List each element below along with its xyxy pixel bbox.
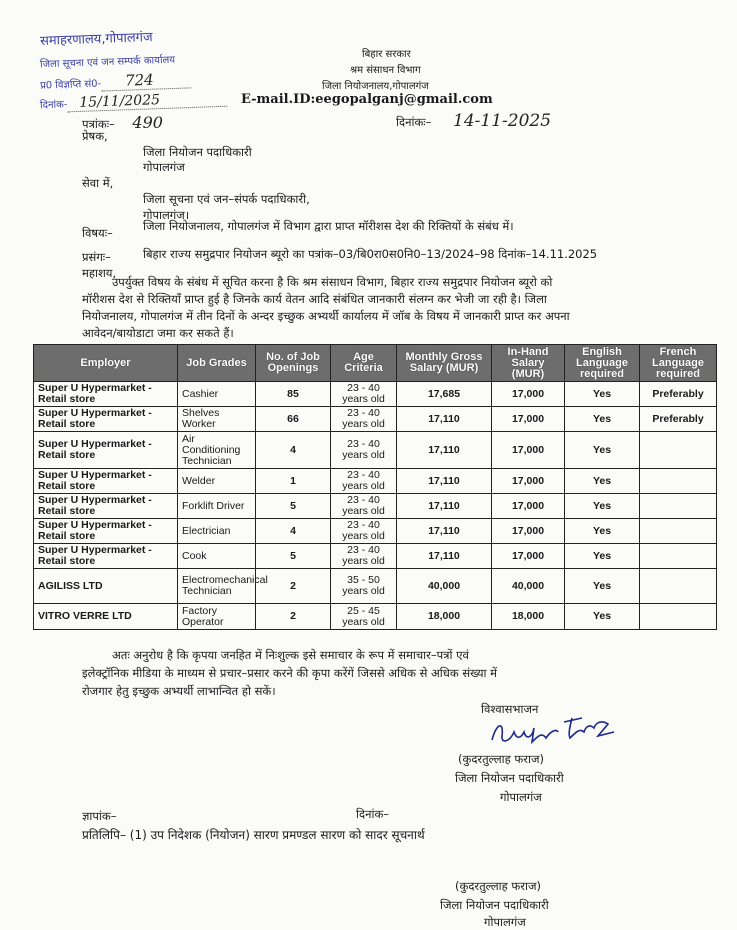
cell-age: 25 - 45 years old: [331, 604, 397, 630]
table-header-row: [34, 345, 717, 382]
cell-openings: 85: [256, 382, 331, 407]
header-office: जिला नियोजनालय,गोपालगंज: [322, 81, 429, 92]
closing-line-1: अतः अनुरोध है कि कृपया जनहित में निःशुल्क इसे समाचार के रूप में समाचार–पत्रों एवं: [112, 648, 469, 662]
header-email: E-mail.ID:eegopalganj@gmail.com: [241, 92, 493, 107]
cell-gross-salary: 17,110: [397, 494, 492, 519]
stamp-line-office: समाहरणालय,गोपालगंज: [39, 30, 153, 49]
handwritten-signature: [486, 702, 626, 752]
copy-to-line: प्रतिलिपि– (1) उप निदेशक (नियोजन) सारण प्रमण्डल सारण को सादर सूचनार्थ: [82, 828, 425, 842]
cell-english: Yes: [565, 382, 640, 407]
stamp-date-value: 15/11/2025: [79, 92, 161, 111]
signatory2-name: (कुदरतुल्लाह फराज): [455, 879, 541, 893]
cell-gross-salary: 17,685: [397, 382, 492, 407]
cell-gross-salary: 17,110: [397, 432, 492, 469]
memo-number-label: ज्ञापांक–: [82, 809, 117, 823]
cell-age: 23 - 40 years old: [331, 544, 397, 569]
table-row: [34, 469, 717, 494]
sender-label: प्रेषक,: [82, 129, 108, 143]
cell-age: 23 - 40 years old: [331, 407, 397, 432]
table-row: [34, 382, 717, 407]
body-line-2: मॉरीशस देश से रिक्तियाँ प्राप्त हुई है जिनके कार्य वेतन आदि संबंधित जानकारी संलग्न कर भेजी जा रही है। जिला: [82, 292, 547, 306]
signatory-title: जिला नियोजन पदाधिकारी: [455, 771, 564, 785]
cell-age: 23 - 40 years old: [331, 519, 397, 544]
table-row: [34, 407, 717, 432]
col-header-french: French Language required: [640, 345, 717, 382]
cell-age: 23 - 40 years old: [331, 494, 397, 519]
signatory-name: (कुदरतुल्लाह फराज): [458, 752, 544, 766]
cell-inhand-salary: 17,000: [492, 382, 565, 407]
cell-gross-salary: 17,110: [397, 544, 492, 569]
cell-french: [640, 432, 717, 469]
col-header-openings: No. of Job Openings: [256, 345, 331, 382]
cell-employer: VITRO VERRE LTD: [34, 604, 178, 630]
cell-openings: 5: [256, 544, 331, 569]
col-header-job-grades: Job Grades: [178, 345, 256, 382]
recipient-label: सेवा में,: [82, 176, 114, 190]
cell-gross-salary: 17,110: [397, 469, 492, 494]
stamp-line-date: [40, 90, 228, 114]
cell-inhand-salary: 17,000: [492, 544, 565, 569]
cell-job-grade: Cook: [178, 544, 256, 569]
table-row: [34, 519, 717, 544]
cell-french: [640, 604, 717, 630]
cell-french: [640, 519, 717, 544]
cell-english: Yes: [565, 469, 640, 494]
letter-date-value: 14-11-2025: [453, 111, 552, 131]
stamp-line-dept: जिला सूचना एवं जन सम्पर्क कार्यालय: [39, 54, 176, 71]
table-row: [34, 569, 717, 604]
salutation: महाशय,: [82, 266, 117, 280]
table-row: [34, 544, 717, 569]
header-govt: बिहार सरकार: [362, 49, 411, 60]
cell-gross-salary: 40,000: [397, 569, 492, 604]
cell-english: Yes: [565, 604, 640, 630]
cell-employer: Super U Hypermarket - Retail store: [34, 469, 178, 494]
cell-french: Preferably: [640, 407, 717, 432]
header-department: श्रम संसाधन विभाग: [350, 65, 421, 76]
table-row: [34, 604, 717, 630]
cell-inhand-salary: 40,000: [492, 569, 565, 604]
signature-label: विश्वासभाजन: [481, 702, 539, 716]
cell-job-grade: Shelves Worker: [178, 407, 256, 432]
signatory-place: गोपालगंज: [500, 790, 542, 804]
cell-french: [640, 544, 717, 569]
cell-employer: Super U Hypermarket - Retail store: [34, 519, 178, 544]
cell-french: [640, 569, 717, 604]
cell-employer: Super U Hypermarket - Retail store: [34, 407, 178, 432]
cell-inhand-salary: 18,000: [492, 604, 565, 630]
letter-date-label: दिनांकः–: [396, 115, 432, 129]
vacancy-table: [33, 344, 717, 630]
cell-inhand-salary: 17,000: [492, 494, 565, 519]
cell-english: Yes: [565, 432, 640, 469]
cell-age: 35 - 50 years old: [331, 569, 397, 604]
cell-employer: AGILISS LTD: [34, 569, 178, 604]
stamp-date-label: दिनांक-: [39, 99, 68, 112]
memo-date-label: दिनांक–: [356, 807, 390, 821]
col-header-age: Age Criteria: [331, 345, 397, 382]
cell-english: Yes: [565, 407, 640, 432]
cell-gross-salary: 18,000: [397, 604, 492, 630]
cell-inhand-salary: 17,000: [492, 432, 565, 469]
col-header-employer: Employer: [34, 345, 178, 382]
cell-english: Yes: [565, 544, 640, 569]
cell-job-grade: Electrician: [178, 519, 256, 544]
cell-employer: Super U Hypermarket - Retail store: [34, 544, 178, 569]
cell-age: 23 - 40 years old: [331, 432, 397, 469]
cell-gross-salary: 17,110: [397, 519, 492, 544]
cell-french: Preferably: [640, 382, 717, 407]
cell-job-grade: Factory Operator: [178, 604, 256, 630]
cell-inhand-salary: 17,000: [492, 407, 565, 432]
body-line-4: आवेदन/बायोडाटा जमा कर सकते हैं।: [82, 326, 234, 340]
reference-label: प्रसंगः–: [82, 250, 111, 264]
closing-line-2: इलेक्ट्रॉनिक मीडिया के माध्यम से प्रचार–प्रसार करने की कृपा करेंगें जिससे अधिक से अधिक संख्या में: [82, 666, 498, 680]
cell-employer: Super U Hypermarket - Retail store: [34, 432, 178, 469]
sender-place: गोपालगंज: [143, 160, 185, 174]
cell-job-grade: Forklift Driver: [178, 494, 256, 519]
letter-date: [396, 111, 551, 131]
recipient-place: गोपालगंज।: [143, 208, 190, 222]
col-header-inhand-salary: In-Hand Salary (MUR): [492, 345, 565, 382]
cell-job-grade: Cashier: [178, 382, 256, 407]
cell-openings: 1: [256, 469, 331, 494]
cell-job-grade: Welder: [178, 469, 256, 494]
letter-number-value: 490: [132, 113, 163, 132]
table-body: [34, 382, 717, 630]
closing-line-3: रोजगार हेतु इच्छुक अभ्यर्थी लाभान्वित हो सकें।: [82, 684, 276, 698]
cell-inhand-salary: 17,000: [492, 519, 565, 544]
stamp-number-value: 724: [124, 70, 154, 90]
cell-openings: 5: [256, 494, 331, 519]
subject-text: जिला नियोजनालय, गोपालगंज में विभाग द्वारा प्राप्त मॉरीशस देश की रिक्तियों के संबंध में।: [143, 219, 514, 233]
subject-label: विषयः–: [82, 226, 113, 240]
stamp-line-number: [40, 69, 192, 93]
table-row: [34, 494, 717, 519]
cell-openings: 4: [256, 519, 331, 544]
sender-designation: जिला नियोजन पदाधिकारी: [143, 145, 252, 159]
cell-english: Yes: [565, 569, 640, 604]
table-row: [34, 432, 717, 469]
cell-english: Yes: [565, 494, 640, 519]
cell-age: 23 - 40 years old: [331, 469, 397, 494]
signatory2-title: जिला नियोजन पदाधिकारी: [440, 898, 549, 912]
reference-text: बिहार राज्य समुद्रपार नियोजन ब्यूरो का पत्रांक–03/बि0रा0स0नि0–13/2024–98 दिनांक–14.11.2025: [143, 247, 598, 261]
recipient-designation: जिला सूचना एवं जन–संपर्क पदाधिकारी,: [143, 192, 310, 206]
cell-french: [640, 494, 717, 519]
body-line-3: नियोजनालय, गोपालगंज में तीन दिनों के अन्दर इच्छुक अभ्यर्थी कार्यालय में जॉब के विषय में जानकारी प्राप्त कर अपना: [82, 309, 570, 323]
cell-english: Yes: [565, 519, 640, 544]
signatory2-place: गोपालगंज: [484, 915, 526, 929]
cell-french: [640, 469, 717, 494]
cell-employer: Super U Hypermarket - Retail store: [34, 494, 178, 519]
stamp-number-label: प्र0 विज्ञप्ति सं0-: [39, 78, 102, 92]
col-header-english: English Language required: [565, 345, 640, 382]
cell-gross-salary: 17,110: [397, 407, 492, 432]
cell-openings: 66: [256, 407, 331, 432]
cell-inhand-salary: 17,000: [492, 469, 565, 494]
cell-openings: 2: [256, 604, 331, 630]
col-header-gross-salary: Monthly Gross Salary (MUR): [397, 345, 492, 382]
body-line-1: उपर्युक्त विषय के संबंध में सूचित करना है कि श्रम संसाधन विभाग, बिहार राज्य समुद्रपार नियोजन ब्यूरो को: [112, 275, 553, 289]
cell-age: 23 - 40 years old: [331, 382, 397, 407]
cell-employer: Super U Hypermarket - Retail store: [34, 382, 178, 407]
cell-job-grade: Air Conditioning Technician: [178, 432, 256, 469]
letter-number-label: पत्रांकः–: [82, 117, 115, 131]
cell-openings: 2: [256, 569, 331, 604]
cell-job-grade: Electromechanical Technician: [178, 569, 256, 604]
cell-openings: 4: [256, 432, 331, 469]
